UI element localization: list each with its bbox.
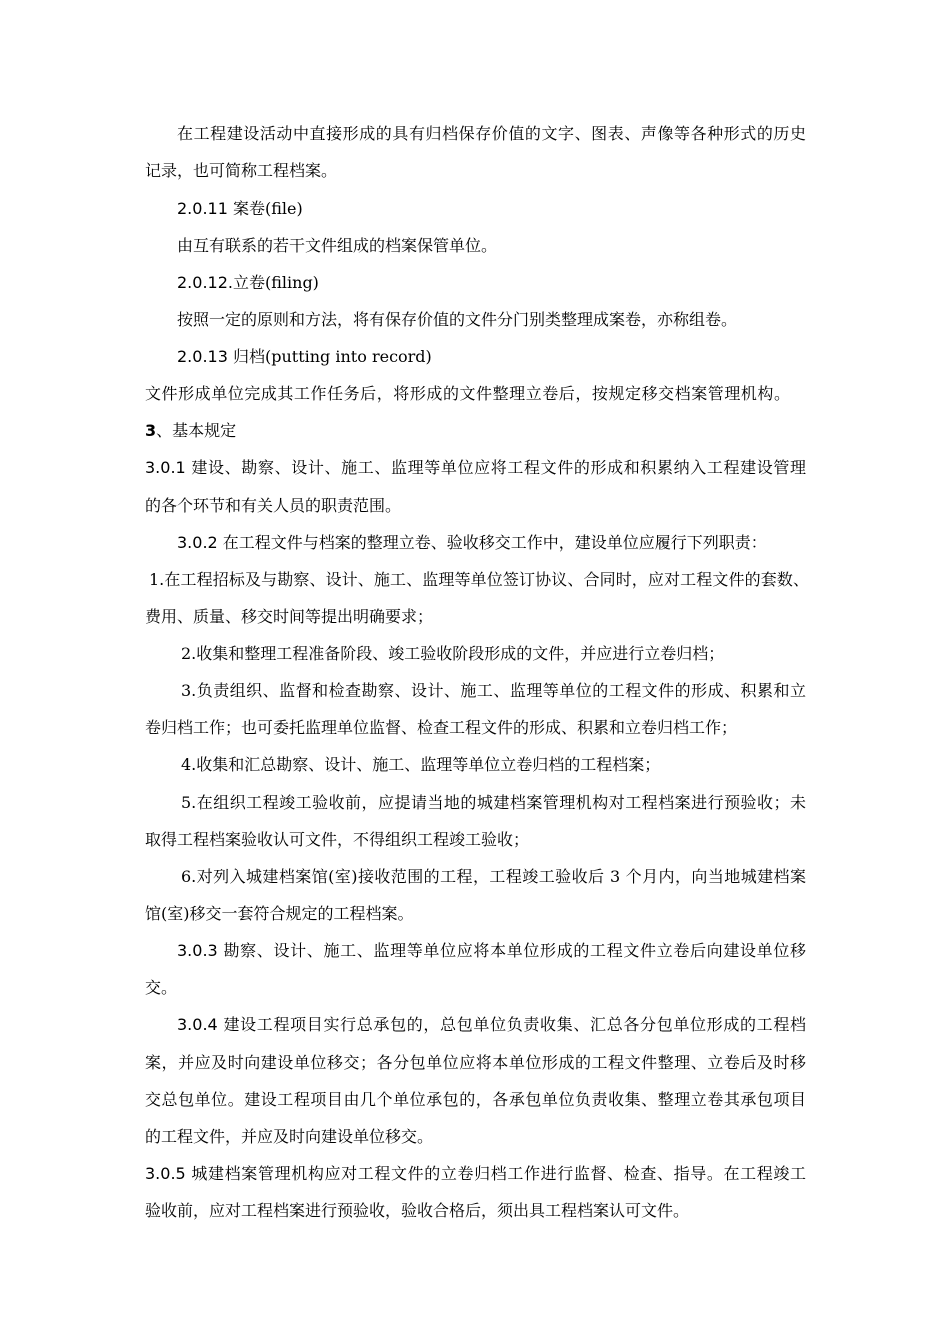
clause-3-0-4: 3.0.4 建设工程项目实行总承包的，总包单位负责收集、汇总各分包单位形成的工程档: [177, 1015, 806, 1034]
list-item-4: 4.收集和汇总勘察、设计、施工、监理等单位立卷归档的工程档案；: [181, 755, 661, 774]
list-item-5: 5.在组织工程竣工验收前，应提请当地的城建档案管理机构对工程档案进行预验收；未: [181, 793, 806, 812]
list-item-1: 1.在工程招标及与勘察、设计、施工、监理等单位签订协议、合同时，应对工程文件的套数、: [149, 570, 809, 589]
clause-3-0-1: 3.0.1 建设、勘察、设计、施工、监理等单位应将工程文件的形成和积累纳入工程建设管理: [145, 458, 806, 477]
list-item-6: 6.对列入城建档案馆(室)接收范围的工程，工程竣工验收后 3 个月内，向当地城建档案: [181, 867, 806, 886]
list-item-2: 2.收集和整理工程准备阶段、竣工验收阶段形成的文件，并应进行立卷归档；: [181, 644, 725, 663]
paragraph-line: 卷归档工作；也可委托监理单位监督、检查工程文件的形成、积累和立卷归档工作；: [145, 718, 738, 737]
clause-3-0-3: 3.0.3 勘察、设计、施工、监理等单位应将本单位形成的工程文件立卷后向建设单位移: [177, 941, 806, 960]
paragraph-line: 按照一定的原则和方法，将有保存价值的文件分门别类整理成案卷，亦称组卷。: [177, 310, 738, 329]
paragraph-line: 案，并应及时向建设单位移交；各分包单位应将本单位形成的工程文件整理、立卷后及时移: [145, 1053, 806, 1072]
chapter-heading-3: 3、基本规定: [145, 421, 237, 440]
paragraph-line: 的工程文件，并应及时向建设单位移交。: [145, 1127, 434, 1146]
section-heading-2-0-11: 2.0.11 案卷(file): [177, 199, 303, 218]
paragraph-line: 在工程建设活动中直接形成的具有归档保存价值的文字、图表、声像等各种形式的历史: [177, 124, 806, 143]
paragraph-line: 文件形成单位完成其工作任务后，将形成的文件整理立卷后，按规定移交档案管理机构。: [145, 384, 790, 403]
section-heading-2-0-13: 2.0.13 归档(putting into record): [177, 347, 432, 366]
paragraph-line: 交。: [145, 978, 178, 997]
paragraph-line: 验收前，应对工程档案进行预验收，验收合格后，须出具工程档案认可文件。: [145, 1201, 690, 1220]
section-heading-2-0-12: 2.0.12.立卷(filing): [177, 273, 319, 292]
paragraph-line: 由互有联系的若干文件组成的档案保管单位。: [177, 236, 498, 255]
paragraph-line: 的各个环节和有关人员的职责范围。: [145, 496, 402, 515]
clause-3-0-5: 3.0.5 城建档案管理机构应对工程文件的立卷归档工作进行监督、检查、指导。在工程竣工: [145, 1164, 806, 1183]
list-item-3: 3.负责组织、监督和检查勘察、设计、施工、监理等单位的工程文件的形成、积累和立: [181, 681, 806, 700]
paragraph-line: 交总包单位。建设工程项目由几个单位承包的，各承包单位负责收集、整理立卷其承包项目: [145, 1090, 806, 1109]
paragraph-line: 馆(室)移交一套符合规定的工程档案。: [145, 904, 414, 923]
paragraph-line: 费用、质量、移交时间等提出明确要求；: [145, 607, 434, 626]
paragraph-line: 记录，也可简称工程档案。: [145, 161, 338, 180]
paragraph-line: 取得工程档案验收认可文件，不得组织工程竣工验收；: [145, 830, 530, 849]
clause-3-0-2: 3.0.2 在工程文件与档案的整理立卷、验收移交工作中，建设单位应履行下列职责：: [177, 533, 767, 552]
